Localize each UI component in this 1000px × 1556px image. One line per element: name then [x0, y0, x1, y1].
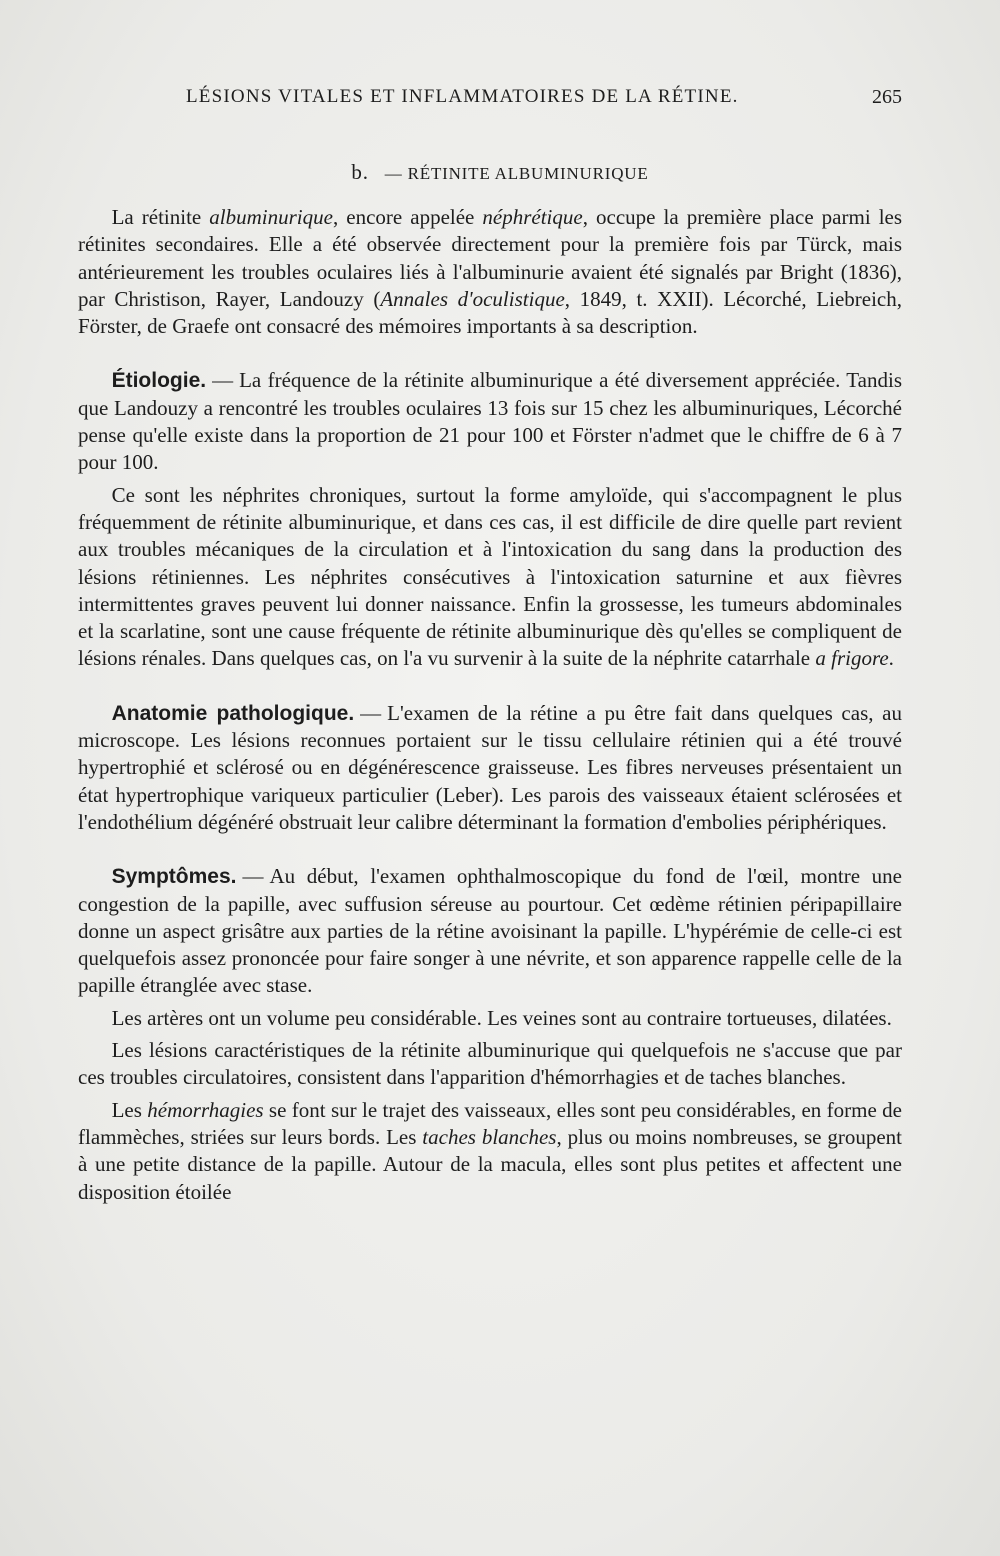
italic-run: a frigore — [815, 646, 889, 671]
italic-run: néphrétique — [482, 205, 583, 229]
italic-run: taches blanches — [422, 1124, 557, 1149]
text-run: La rétinite — [111, 205, 210, 229]
text-run: se font sur le trajet des vaisseaux, elles sont peu considérables, en forme de flammèches, striées sur leurs bords. Les — [78, 1097, 902, 1149]
running-title: LÉSIONS VITALES ET INFLAMMATOIRES DE LA RÉTINE. — [186, 86, 739, 107]
symptomes-paragraph-3: Les lésions caractéristiques de la rétinite albuminurique qui quelquefois ne s'accuse que par ces troubles circulatoires, consistent dans l'apparition d'hémorrhagies et de taches blanches. — [78, 1038, 902, 1090]
symptomes-paragraph — [78, 863, 902, 999]
anatomie-paragraph — [78, 700, 902, 836]
intro-paragraph — [78, 204, 902, 340]
etiologie-paragraph-2 — [78, 482, 902, 673]
italic-run: hémorrhagies — [147, 1097, 264, 1122]
heading-dash: — — [242, 864, 264, 889]
text-run: . — [888, 646, 894, 671]
italic-run: albuminurique — [209, 205, 333, 229]
page-number: 265 — [872, 86, 902, 108]
text-run: La fréquence de la rétinite albuminurique a été diversement appréciée. Tandis que Landouzy a rencontré les troubles oculaires 13 fois sur 15 chez les albuminuriques, Lécorché pense qu'elle existe dans la proportion de 21 pour 100 et Förster n'admet que le chiffre de 6 à 7 pour 100. — [78, 368, 902, 475]
etiologie-paragraph — [78, 367, 902, 476]
body-text — [78, 204, 902, 1206]
symptomes-heading: Symptômes. — [111, 865, 237, 889]
heading-dash: — — [212, 368, 234, 393]
section-title: RÉTINITE ALBUMINURIQUE — [407, 164, 649, 183]
etiologie-heading: Étiologie. — [111, 369, 207, 393]
running-head — [78, 86, 902, 116]
anatomie-heading: Anatomie pathologique. — [111, 701, 355, 725]
text-run: Ce sont les néphrites chroniques, surtout la forme amyloïde, qui s'accompagnent le plus fréquemment de rétinite albuminurique, et dans ces cas, il est difficile de dire quelle part revient aux troubles mécaniques de la circulation et à l'intoxication du sang dans la production des lésions rétiniennes. Les néphrites consécutives à l'intoxication saturnine et aux fièvres intermittentes graves peuvent lui donner naissance. Enfin la grossesse, les tumeurs abdominales et la scarlatine, sont une cause fréquente de rétinite albuminurique dès qu'elles se compliquent de lésions rénales. Dans quelques cas, on l'a vu survenir à la suite de la néphrite catarrhale — [78, 482, 902, 671]
symptomes-paragraph-2: Les artères ont un volume peu considérable. Les veines sont au contraire tortueuses, dilatées. — [111, 1005, 892, 1030]
italic-run: Annales d'oculistique — [380, 286, 565, 311]
section-dash: — — [384, 164, 403, 183]
text-run: Les — [111, 1097, 148, 1122]
text-run: L'examen de la rétine a pu être fait dans quelques cas, au microscope. Les lésions reconnues portaient sur le tissu cellulaire rétinien qui a été trouvé hypertrophié et sclérosé ou en dégénérescence graisseuse. Les fibres nerveuses présentaient un état hypertrophique variqueux particulier (Leber). Les parois des vaisseaux étaient sclérosées et l'endothélium dégénéré obstruait leur calibre déterminant la formation d'embolies périphériques. — [78, 700, 902, 834]
symptomes-paragraph-4 — [78, 1097, 902, 1206]
heading-dash: — — [360, 700, 382, 725]
section-heading — [0, 160, 1000, 185]
section-letter: b. — [351, 160, 369, 184]
text-run: , plus ou moins nombreuses, se groupent à une petite distance de la papille. Autour de la macula, elles sont plus petites et affectent une disposition étoilée — [78, 1124, 902, 1204]
text-run: Au début, l'examen ophthalmoscopique du fond de l'œil, montre une congestion de la papille, avec suffusion séreuse au pourtour. Cet œdème rétinien péripapillaire donne un aspect grisâtre aux parties de la rétine avoisinant la papille. L'hypérémie de celle-ci est quelquefois assez prononcée pour faire songer à une névrite, et son apparence rappelle celle de la papille étranglée avec stase. — [78, 864, 902, 998]
text-run: , 1849, t. XXII). Lécorché, Liebreich, Förster, de Graefe ont consacré des mémoires importants à sa description. — [78, 286, 902, 339]
text-run: , encore appelée — [332, 205, 483, 229]
text-run: , occupe la première place parmi les rétinites secondaires. Elle a été observée directement pour la première fois par Türck, mais antérieurement les troubles oculaires liés à l'albuminurie avaient été signalés par Bright (1836), par Christison, Rayer, Landouzy ( — [78, 205, 903, 311]
